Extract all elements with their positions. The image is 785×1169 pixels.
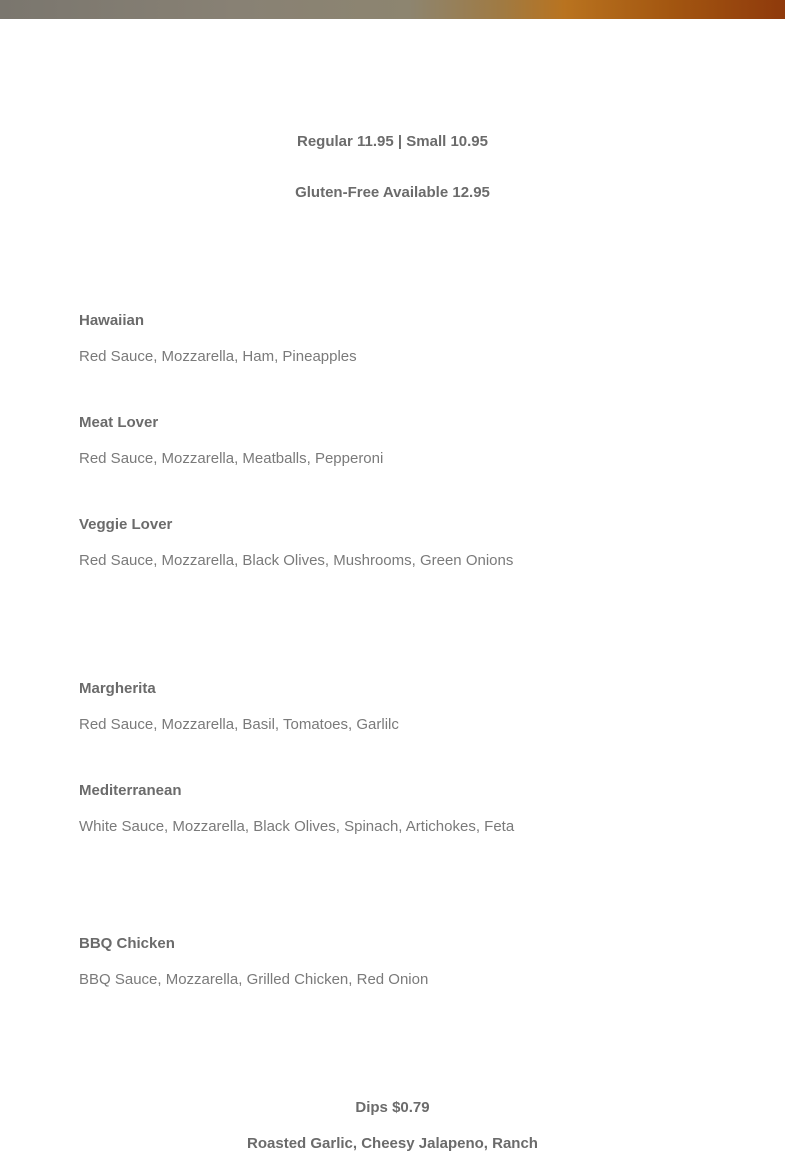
- menu-item-name: BBQ Chicken: [79, 935, 175, 952]
- hero-image-strip: [0, 0, 785, 19]
- menu-item-description: Red Sauce, Mozzarella, Meatballs, Pepperoni: [79, 450, 384, 467]
- menu-item-name: Hawaiian: [79, 312, 145, 329]
- menu-item-description: Red Sauce, Mozzarella, Black Olives, Mushrooms, Green Onions: [79, 552, 514, 569]
- menu-item-description: Red Sauce, Mozzarella, Ham, Pineapples: [79, 348, 357, 365]
- menu-item-name: Veggie Lover: [79, 516, 173, 533]
- menu-item-name: Mediterranean: [79, 782, 182, 799]
- menu-item-description: BBQ Sauce, Mozzarella, Grilled Chicken, Red Onion: [79, 971, 429, 988]
- dips-options: Roasted Garlic, Cheesy Jalapeno, Ranch: [247, 1135, 538, 1152]
- size-pricing: Regular 11.95 | Small 10.95: [297, 133, 488, 150]
- menu-item-name: Meat Lover: [79, 414, 159, 431]
- menu-item-description: White Sauce, Mozzarella, Black Olives, Spinach, Artichokes, Feta: [79, 818, 515, 835]
- dips-title: Dips $0.79: [355, 1099, 430, 1116]
- menu-item-description: Red Sauce, Mozzarella, Basil, Tomatoes, Garlilc: [79, 716, 399, 733]
- menu-item-name: Margherita: [79, 680, 156, 697]
- gluten-free-pricing: Gluten-Free Available 12.95: [295, 184, 490, 201]
